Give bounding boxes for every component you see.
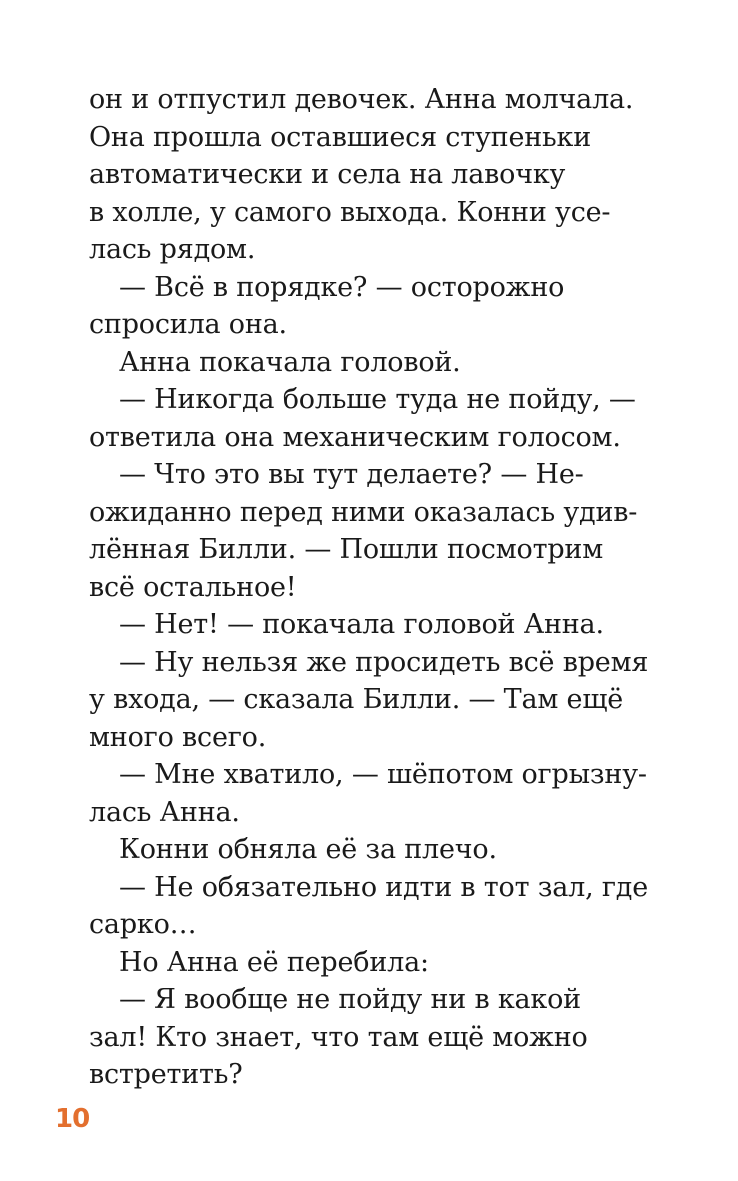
text-line: лась рядом. (89, 234, 256, 265)
text-line: встретить? (89, 1059, 243, 1090)
text-line: лённая Билли. — Пошли посмотрим (89, 534, 603, 565)
text-line: — Ну нельзя же просидеть всё время (119, 646, 649, 678)
text-line: сарко… (89, 909, 197, 940)
text-line: автоматически и села на лавочку (89, 159, 566, 190)
text-line: ожиданно перед ними оказалась удив- (89, 496, 638, 528)
text-line: — Не обязательно идти в тот зал, где (119, 871, 648, 903)
text-line: зал! Кто знает, что там ещё можно (89, 1021, 588, 1053)
text-line: лась Анна. (89, 796, 240, 828)
text-line: — Всё в порядке? — осторожно (119, 271, 565, 303)
text-line: — Никогда больше туда не пойду, — (119, 384, 636, 415)
text-line: — Мне хватило, — шёпотом огрызну- (119, 759, 647, 790)
page-number: 10 (55, 1104, 90, 1134)
text-line: в холле, у самого выхода. Конни усе- (89, 196, 611, 228)
text-line: Она прошла оставшиеся ступеньки (89, 121, 591, 153)
text-line: — Я вообще не пойду ни в какой (119, 984, 581, 1015)
text-line: Анна покачала головой. (119, 346, 461, 378)
text-line: Но Анна её перебила: (119, 946, 429, 978)
text-line: спросила она. (89, 309, 287, 340)
text-line: — Нет! — покачала головой Анна. (119, 609, 604, 640)
text-line: Конни обняла её за плечо. (119, 834, 497, 865)
text-line: всё остальное! (89, 571, 297, 603)
text-line: ответила она механическим голосом. (89, 421, 621, 453)
text-line: много всего. (89, 721, 267, 753)
text-line: у входа, — сказала Билли. — Там ещё (89, 684, 624, 715)
text-line: — Что это вы тут делаете? — Не- (119, 459, 584, 490)
body-text (89, 81, 649, 1094)
text-line: он и отпустил девочек. Анна молчала. (89, 84, 634, 115)
